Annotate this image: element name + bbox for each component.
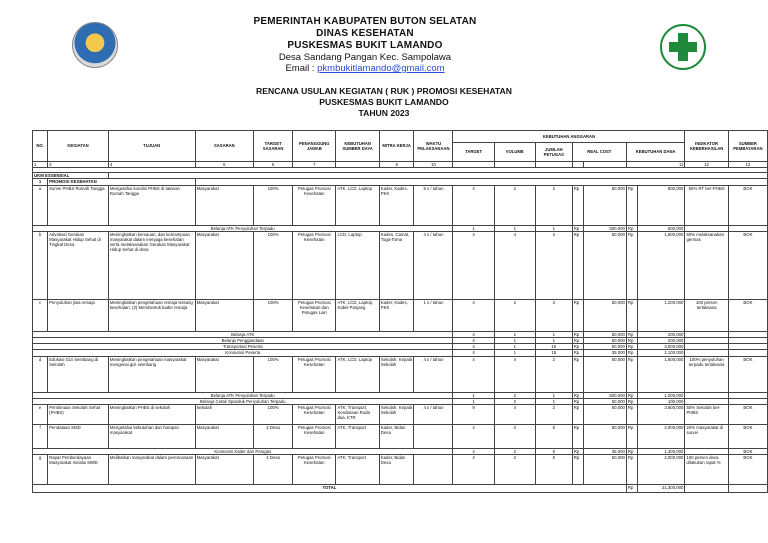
- col-no: NO.: [33, 131, 48, 162]
- col-target: TARGET: [453, 143, 494, 162]
- col-penanggung-jawab: PENANGGUNG JAWAB: [293, 131, 336, 162]
- header-email-line: [210, 63, 520, 74]
- table-row: e Pembinaan Sekolah Sehat (PHBS) Meningkatkan PHBS di sekolah Sekolah 100% Petugas Promosi Kesehatan ATK, Transport, Kendaraan Roda dua, KTR Sekolah, Kepala Sekolah 4 x / tahun 9 4 2 Rp 50,000 Rp 3,600,000 50% Sekolah ber-PHBS BOK: [33, 405, 768, 425]
- letterhead: [0, 0, 768, 80]
- col-indikator: INDIKATOR KEBERHASILAN: [685, 131, 728, 162]
- ruk-table: [32, 130, 768, 493]
- table-row: g Rapat Pemberdayaan Masyarakat melalui MMD Melibatkan masyarakat dalam perencanaan Masyarakat 4 Desa Petugas Promosi Kesehatan ATK, Transport Kader, Bidan Desa 4 2 5 Rp 50,000 Rp 2,000,000 100 persen desa dilakukan rapat % BOK: [33, 455, 768, 485]
- table-row: Belanja ATK 4 1 1 Rp 50,000 Rp 200,000: [33, 331, 768, 337]
- col-volume: VOLUME: [494, 143, 535, 162]
- header-row-1: [33, 131, 768, 143]
- col-target-sasaran: TARGET SASARAN: [254, 131, 293, 162]
- table-row: b Advokasi Gerakan Masyarakat Hidup Sehat di Tingkat Desa Meningkatkan kemauan, dan kemampuan masyarakat dalam menjaga kesehatan serta melaksanakan Gerakan Masyarakat Hidup Sehat di desa Masyarakat 100% Petugas Promosi Kesehatan LCD, Laptop Kades, Camat, Toga-Toma 4 x / tahun 4 4 2 Rp 50,000 Rp 1,600,000 50% melaksanakan germas BOK: [33, 231, 768, 299]
- header-line-1: PEMERINTAH KABUPATEN BUTON SELATAN: [253, 16, 477, 27]
- column-number-row: 1 3 4 5 6 7 9 10 11 12 13: [33, 162, 768, 168]
- col-sasaran: SASARAN: [195, 131, 254, 162]
- table-row: Transportasi Peserta 4 1 15 Rp 50,000 Rp 3,000,000: [33, 344, 768, 350]
- total-row: TOTAL Rp 21,300,000: [33, 485, 768, 493]
- section-ukm-essensial: UKM ESSENSIAL: [33, 173, 768, 179]
- table-row: a Survei PHBS Rumah Tangga Mengetahui kondisi PHBS di tatanan Rumah Tangga Masyarakat 100% Petugas Promosi Kesehatan ATK, LCD, Laptop Kader, Kades, PKK 8 x / tahun 4 2 2 Rp 50,000 Rp 800,000 50% RT ber-PHBS BOK: [33, 185, 768, 225]
- col-kebutuhan-dana: KEBUTUHAN DANA: [626, 143, 685, 162]
- col-real-cost: REAL COST: [572, 143, 626, 162]
- col-sumber: SUMBER PEMBAYARAN: [728, 131, 767, 162]
- title-line-3: TAHUN 2023: [358, 108, 410, 118]
- letterhead-text: [210, 16, 520, 74]
- table-row: c Penyuluhan jiwa remaja Meningkatkan pengetahuan remaja tentang kesehatan. (2) Membentuk kader remaja Masyarakat 100% Petugas Promosi Kesehatan dan Petugas Lain ATK, LCD, Laptop, Kabel Panjang Kader, Kades, PKK 1 x / tahun 4 2 3 Rp 50,000 Rp 1,200,000 100 persen terlaksana BOK: [33, 299, 768, 331]
- table-row: Konsumsi Peserta 4 1 15 Rp 35,000 Rp 2,100,000: [33, 350, 768, 356]
- header-line-2: DINAS KESEHATAN: [316, 28, 414, 39]
- total-label: TOTAL: [33, 485, 627, 493]
- title-line-1: RENCANA USULAN KEGIATAN ( RUK ) PROMOSI KESEHATAN: [256, 86, 512, 96]
- col-kebutuhan-sumber-daya: KEBUTUHAN SUMBER DAYA: [336, 131, 379, 162]
- table-row: Belanja ATK Penyuluhan Terpadu 1 2 1 Rp 500,000 Rp 1,000,000: [33, 392, 768, 398]
- title-line-2: PUSKESMAS BUKIT LAMANDO: [319, 97, 449, 107]
- header-line-3: PUSKESMAS BUKIT LAMANDO: [287, 40, 443, 51]
- col-kebutuhan-anggaran: KEBUTUHAN ANGGARAN: [453, 131, 685, 143]
- table-row: Belanja Penggandaan 4 1 1 Rp 50,000 Rp 200,000: [33, 338, 768, 344]
- section-promkes: 1 PROMOSI KESEHATAN: [33, 179, 768, 185]
- col-mitra-kerja: MITRA KERJA: [379, 131, 414, 162]
- total-value: 21,300,000: [637, 485, 685, 493]
- regency-emblem-icon: [72, 22, 118, 68]
- table-row: Belanja Cetak Spanduk Penyuluhan Terpadu 1 2 1 Rp 50,000 Rp 100,000: [33, 398, 768, 404]
- table-row: f Pendataan SMD Mengetahui kebutuhan dan harapan masyarakat Masyarakat 4 Desa Petugas Promosi Kesehatan ATK, Transport Kader, Bidan Desa 4 2 5 Rp 50,000 Rp 2,000,000 20% masyarakat di survei BOK: [33, 425, 768, 449]
- health-cross-logo-icon: [660, 24, 706, 70]
- col-jumlah-petugas: JUMLAH PETUGAS: [535, 143, 572, 162]
- email-link[interactable]: pkmbukitlamando@gmail.com: [317, 63, 445, 74]
- col-kegiatan: KEGIATAN: [48, 131, 109, 162]
- col-tujuan: TUJUAN: [108, 131, 195, 162]
- table-row: d Edukasi Gizi Seimbang di Sekolah Meningkatkan pengetahuan masyarakat mengenai gizi seimbang Masyarakat 100% Petugas Promosi Kesehatan ATK, LCD, Laptop Sekolah, Kepala Sekolah 4 x / tahun 4 4 2 Rp 50,000 Rp 1,600,000 100% penyuluhan terpadu terlaksana BOK: [33, 356, 768, 392]
- email-label: Email :: [285, 63, 315, 74]
- table-row: Belanja ATK Penyuluhan Terpadu 1 1 1 Rp 500,000 Rp 500,000: [33, 225, 768, 231]
- col-waktu: WAKTU PELAKSANAAN: [414, 131, 453, 162]
- header-address: Desa Sandang Pangan Kec. Sampolawa: [278, 52, 452, 63]
- document-title: [200, 86, 568, 119]
- table-row: Konsumsi Kader dan Petugas 4 2 5 Rp 35,000 Rp 1,400,000 BOK: [33, 449, 768, 455]
